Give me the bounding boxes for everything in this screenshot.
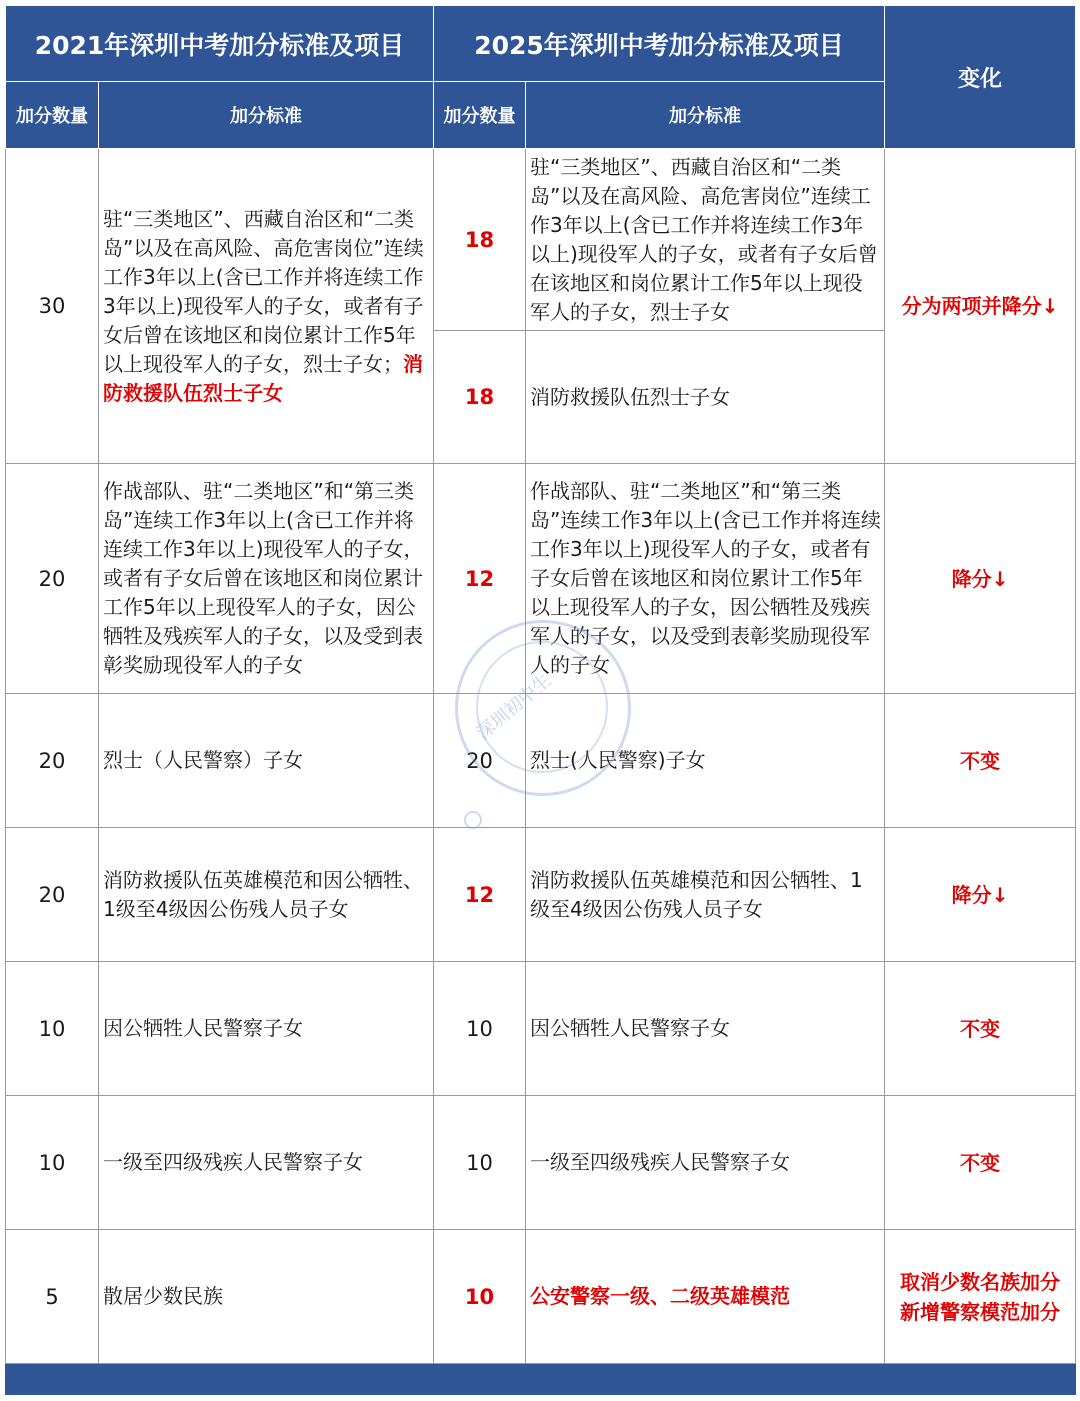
new-points: 10: [434, 962, 526, 1096]
table-row: [6, 828, 1076, 962]
col-points-2021: 加分数量: [6, 82, 99, 149]
new-standard: 作战部队、驻“二类地区”和“第三类岛”连续工作3年以上(含已工作并将连续工作3年以上)现役军人的子女，或者有子女后曾在该地区和岗位累计工作5年以上现役军人的子女，因公牺牲及残疾军人的子女，以及受到表彰奖励现役军人的子女: [526, 464, 885, 694]
new-points: 10: [434, 1230, 526, 1364]
old-standard: 消防救援队伍英雄模范和因公牺牲、1级至4级因公伤残人员子女: [99, 828, 434, 962]
footer-row: [6, 1364, 1076, 1395]
change-note: 不变: [885, 1096, 1076, 1230]
old-standard-highlight: 消防救援队伍烈士子女: [103, 351, 423, 405]
col-points-2025: 加分数量: [434, 82, 526, 149]
new-standard: 驻“三类地区”、西藏自治区和“二类岛”以及在高风险、高危害岗位”连续工作3年以上(含已工作并将连续工作3年以上)现役军人的子女，或者有子女后曾在该地区和岗位累计工作5年以上现役军人的子女，烈士子女: [526, 149, 885, 331]
change-note: 不变: [885, 694, 1076, 828]
footer-bar: [6, 1364, 1076, 1395]
watermark-text: 深圳初中生: [472, 670, 556, 745]
new-standard: 因公牺牲人民警察子女: [526, 962, 885, 1096]
header-row-titles: [6, 6, 1076, 82]
new-points: 18: [434, 149, 526, 331]
old-points: 20: [6, 464, 99, 694]
col-standard-2021: 加分标准: [99, 82, 434, 149]
new-standard: 消防救援队伍烈士子女: [526, 331, 885, 464]
table-row: [6, 464, 1076, 694]
new-standard: 公安警察一级、二级英雄模范: [526, 1230, 885, 1364]
old-points: 10: [6, 1096, 99, 1230]
old-standard: 一级至四级残疾人民警察子女: [99, 1096, 434, 1230]
old-points: 5: [6, 1230, 99, 1364]
bonus-comparison-table: [5, 5, 1076, 1395]
table-row: [6, 694, 1076, 828]
new-points: 12: [434, 464, 526, 694]
new-standard: 一级至四级残疾人民警察子女: [526, 1096, 885, 1230]
table-row: [6, 962, 1076, 1096]
change-note: 分为两项并降分↓: [885, 149, 1076, 464]
old-standard-text: 驻“三类地区”、西藏自治区和“二类岛”以及在高风险、高危害岗位”连续工作3年以上(含已工作并将连续工作3年以上)现役军人的子女，或者有子女后曾在该地区和岗位累计工作5年以上现役军人的子女，烈士子女；: [103, 206, 424, 376]
old-standard: 作战部队、驻“二类地区”和“第三类岛”连续工作3年以上(含已工作并将连续工作3年以上)现役军人的子女，或者有子女后曾在该地区和岗位累计工作5年以上现役军人的子女，因公牺牲及残疾军人的子女，以及受到表彰奖励现役军人的子女: [99, 464, 434, 694]
change-note-line2: 新增警察模范加分: [900, 1299, 1060, 1324]
col-standard-2025: 加分标准: [526, 82, 885, 149]
old-points: 30: [6, 149, 99, 464]
table-row: [6, 1230, 1076, 1364]
change-note: 降分↓: [885, 464, 1076, 694]
title-2021: 2021年深圳中考加分标准及项目: [6, 6, 434, 82]
new-standard: 烈士(人民警察)子女: [526, 694, 885, 828]
title-2025: 2025年深圳中考加分标准及项目: [434, 6, 885, 82]
table-row: [6, 1096, 1076, 1230]
new-standard: 消防救援队伍英雄模范和因公牺牲、1级至4级因公伤残人员子女: [526, 828, 885, 962]
old-points: 20: [6, 828, 99, 962]
old-standard: 因公牺牲人民警察子女: [99, 962, 434, 1096]
old-standard: [99, 149, 434, 464]
old-standard: 烈士（人民警察）子女: [99, 694, 434, 828]
change-note: 降分↓: [885, 828, 1076, 962]
new-points: 20: [434, 694, 526, 828]
change-note: [885, 1230, 1076, 1364]
old-standard: 散居少数民族: [99, 1230, 434, 1364]
old-points: 10: [6, 962, 99, 1096]
change-note-line1: 取消少数名族加分: [900, 1269, 1060, 1294]
table-row: [6, 149, 1076, 331]
change-note: 不变: [885, 962, 1076, 1096]
new-points: 18: [434, 331, 526, 464]
old-points: 20: [6, 694, 99, 828]
change-header: 变化: [885, 6, 1076, 149]
new-points: 12: [434, 828, 526, 962]
new-points: 10: [434, 1096, 526, 1230]
comparison-table-wrapper: [5, 5, 1075, 1395]
